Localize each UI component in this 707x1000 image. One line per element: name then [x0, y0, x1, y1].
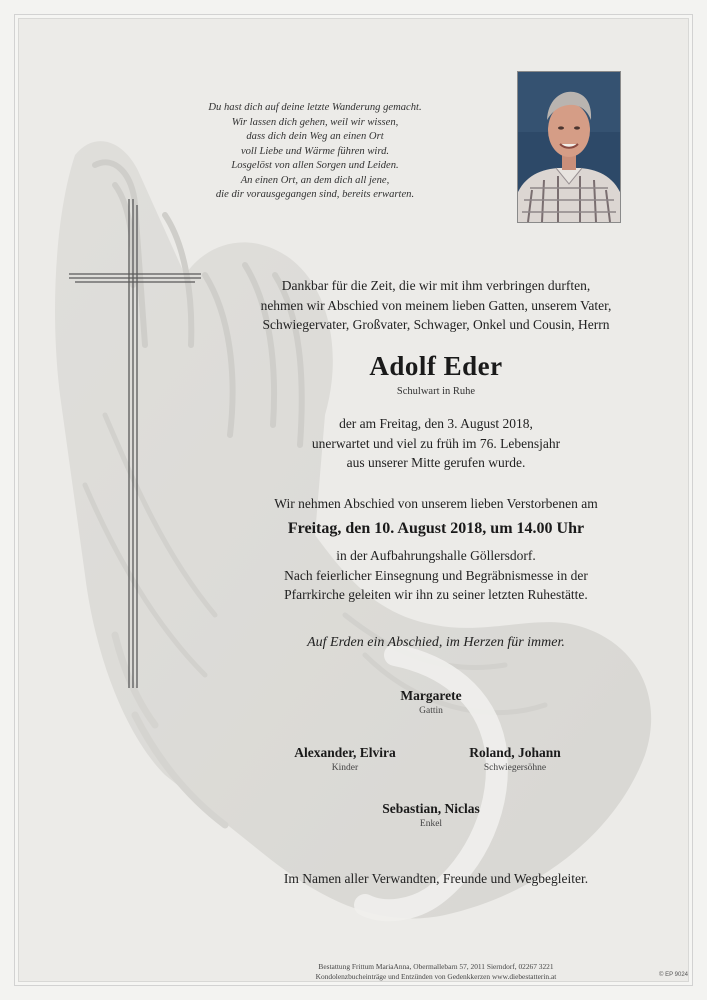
death-notice-line: aus unserer Mitte gerufen wurde. — [346, 455, 526, 470]
mourner-wife — [351, 688, 511, 716]
funeral-place-line: in der Aufbahrungshalle Göllersdorf. — [336, 548, 536, 563]
funeral-place — [201, 546, 671, 605]
mourner-role: Schwiegersöhne — [483, 763, 547, 773]
deceased-subtitle: Schulwart in Ruhe — [396, 386, 476, 397]
poem-line: Wir lassen dich gehen, weil wir wissen, — [231, 116, 399, 128]
obituary-sheet — [14, 14, 693, 986]
intro-line: Dankbar für die Zeit, die wir mit ihm verbringen durften, — [281, 278, 591, 293]
poem — [165, 101, 465, 203]
funeral-place-line: Nach feierlicher Einsegnung und Begräbnismesse in der — [284, 567, 588, 583]
mourner-name: Margarete — [400, 688, 462, 703]
portrait-photo — [517, 71, 621, 223]
mourner-name: Alexander, Elvira — [294, 745, 396, 760]
template-code: © EP 9024 — [659, 972, 688, 978]
mourner-name: Sebastian, Niclas — [382, 801, 480, 816]
footer-line: Kondolenzbucheinträge und Entzünden von Gedenkkerzen www.diebestatterin.at — [315, 971, 557, 981]
poem-line: Losgelöst von allen Sorgen und Leiden. — [231, 160, 399, 171]
footer-line: Bestattung Frittum MariaAnna, Obermallebarn 57, 2011 Sierndorf, 02267 3221 — [318, 962, 554, 971]
closing-text: Im Namen aller Verwandten, Freunde und Wegbegleiter. — [283, 871, 589, 886]
deceased-name: Adolf Eder — [369, 351, 503, 381]
poem-line: dass dich dein Weg an einen Ort — [246, 131, 384, 142]
mourner-children — [265, 745, 425, 773]
motto: Auf Erden ein Abschied, im Herzen für immer. — [307, 635, 565, 650]
poem-line: Du hast dich auf deine letzte Wanderung gemacht. — [208, 102, 422, 113]
death-notice-line: unerwartet und viel zu früh im 76. Lebensjahr — [311, 435, 561, 451]
poem-line: voll Liebe und Wärme führen wird. — [240, 145, 390, 157]
mourner-grandchildren — [351, 801, 511, 829]
mourner-role: Gattin — [419, 706, 443, 716]
mourner-sons-in-law — [435, 745, 595, 773]
intro-line: Schwiegervater, Großvater, Schwager, Onkel und Cousin, Herrn — [262, 317, 610, 332]
intro-line: nehmen wir Abschied von meinem lieben Gatten, unserem Vater, — [260, 297, 612, 313]
poem-line: die dir vorausgegangen sind, bereits erwarten. — [215, 189, 415, 200]
poem-line: An einen Ort, an dem dich all jene, — [240, 174, 390, 186]
mourner-name: Roland, Johann — [469, 745, 561, 760]
farewell-text: Wir nehmen Abschied von unserem lieben Verstorbenen am — [274, 496, 598, 511]
mourner-role: Enkel — [419, 819, 443, 829]
death-notice — [201, 414, 671, 473]
funeral-place-line: Pfarrkirche geleiten wir ihn zu seiner letzten Ruhestätte. — [284, 587, 588, 602]
footer — [201, 962, 671, 981]
funeral-date: Freitag, den 10. August 2018, um 14.00 Uhr — [287, 520, 585, 537]
death-notice-line: der am Freitag, den 3. August 2018, — [339, 416, 533, 431]
intro-text — [201, 276, 671, 335]
mourner-role: Kinder — [331, 763, 359, 773]
